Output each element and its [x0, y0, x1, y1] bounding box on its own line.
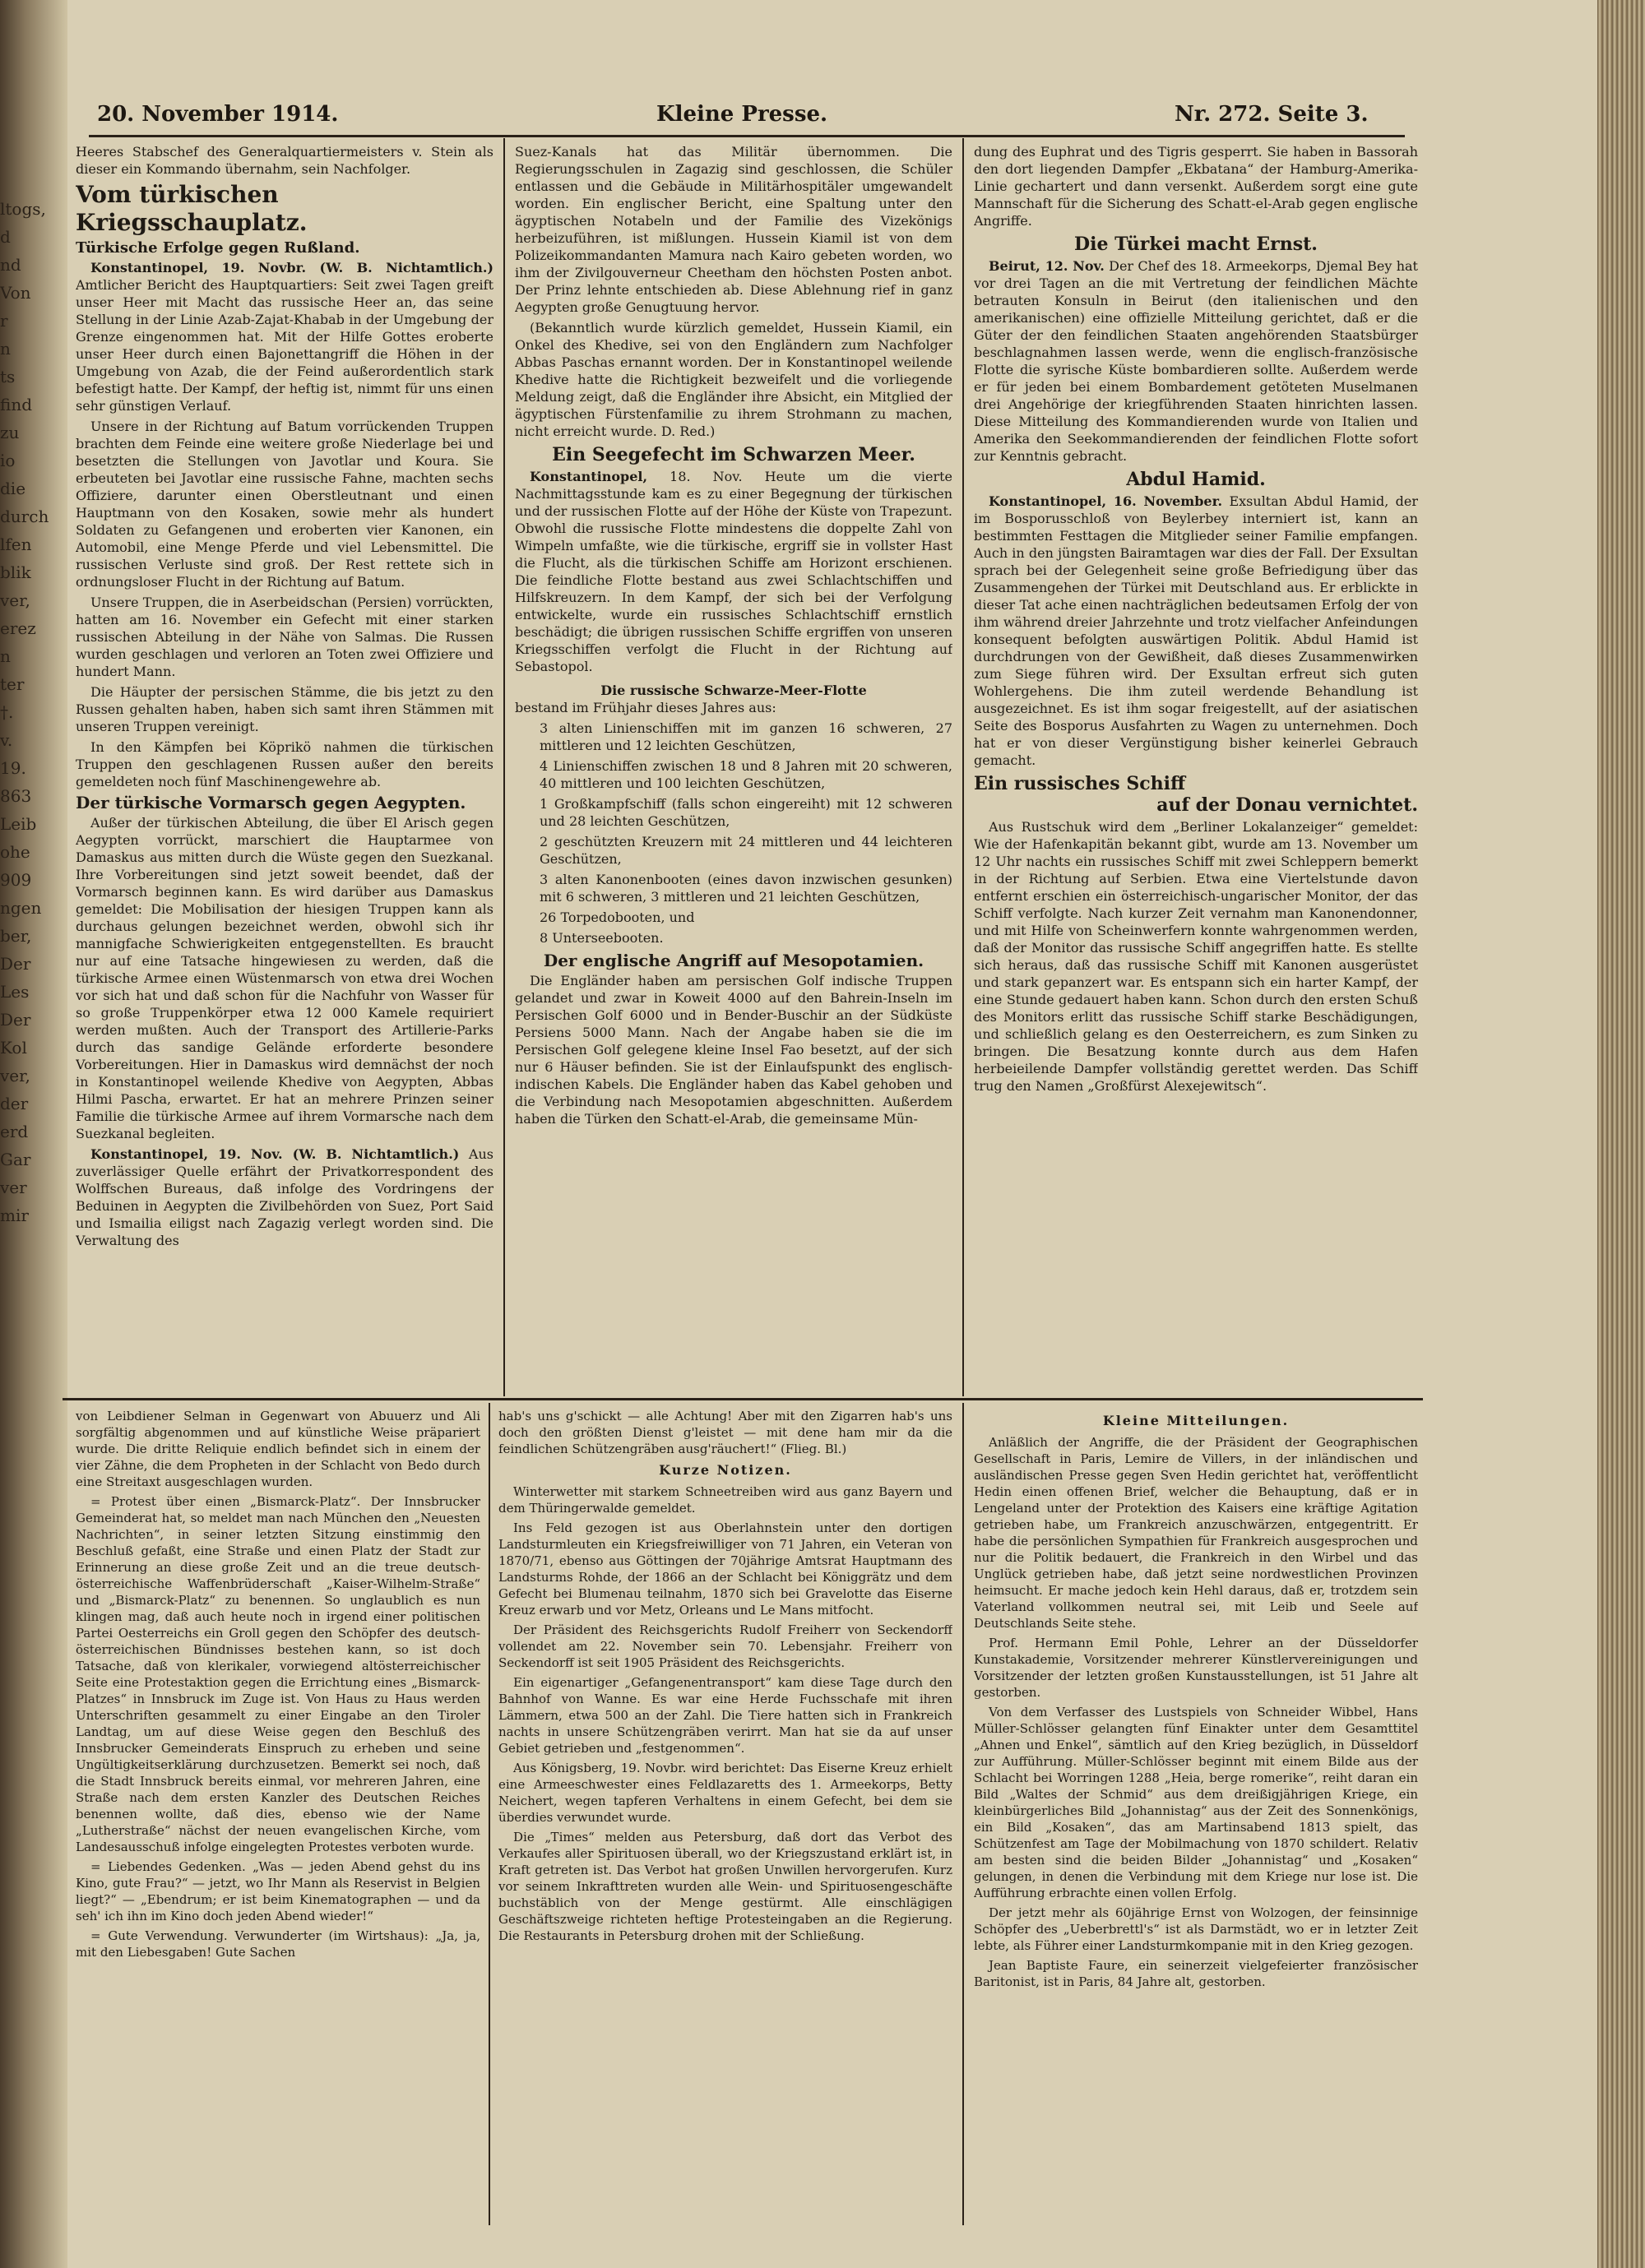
- margin-fragment: find: [0, 395, 33, 414]
- margin-fragment: durch: [0, 507, 49, 526]
- article-heading: Vom türkischen Kriegsschauplatz.: [76, 181, 308, 236]
- dateline: Konstantinopel, 19. Novbr. (W. B. Nichtamtlich.): [90, 260, 494, 275]
- margin-fragment: Von: [0, 283, 31, 303]
- margin-fragment: 863: [0, 786, 32, 806]
- fleet-list: [540, 720, 952, 947]
- column-divider: [503, 138, 505, 1396]
- list-item: 3 alten Kanonenbooten (eines davon inzwischen gesunken) mit 6 schweren, 3 mittleren und 21 leichten Geschützen,: [540, 872, 952, 905]
- dateline: Beirut, 12. Nov.: [989, 258, 1105, 274]
- column-1: [76, 143, 494, 1395]
- column-divider: [962, 1403, 964, 2225]
- article-text: Die „Times“ melden aus Petersburg, daß dort das Verbot des Verkaufes aller Spirituosen überall, wo der Kriegszustand erklärt ist, in Kraft getreten ist. Das Verbot hat großen Unwillen hervorgerufen. Kurz vor seinem Inkrafttreten wurden alle Wein- und Spirituosengeschäfte buchstäblich von der Menge gestürmt. Alle einschlägigen Geschäftszweige richteten heftige Protesteingaben an die Regierung. Die Restaurants in Petersburg drohen mit der Schließung.: [498, 1830, 952, 1943]
- column-divider: [962, 138, 964, 1396]
- margin-fragment: lfen: [0, 535, 32, 554]
- margin-fragment: nd: [0, 255, 21, 275]
- margin-fragment: io: [0, 451, 16, 470]
- margin-fragment: mir: [0, 1206, 29, 1225]
- article-text: Außer der türkischen Abteilung, die über El Arisch gegen Aegypten vorrückt, marschiert die Hauptarmee von Damaskus aus mitten durch die Wüste gegen den Suezkanal. Ihre Vorbereitungen sind jetzt soweit beendet, daß der Vormarsch beginnen kann. Es wird darüber aus Damaskus gemeldet: Die Mobilisation der hiesigen Truppen kann als durchaus gelungen bezeichnet werden, obwohl sich ihr mannigfache Schwierigkeiten entgegenstellten. Es braucht nur auf eine Tatsache hingewiesen zu werden, daß die türkische Armee einen Wüstenmarsch von etwa drei Wochen vor sich hat und daß schon für die Nachfuhr von Wasser für so große Truppenkörper etwa 12 000 Kamele requiriert werden mußten. Auch der Transport des Artillerie-Parks durch das sandige Gelände erforderte besondere Vorbereitungen. Hier in Damaskus wird demnächst der noch in Konstantinopel weilende Khedive von Aegypten, Abbas Hilmi Pascha, erwartet. Er hat an mehrere Prinzen seiner Familie die türkische Armee auf ihrem Vormarsche nach dem Suezkanal begleiten.: [76, 815, 494, 1141]
- margin-fragment: d: [0, 227, 11, 247]
- margin-fragment: Les: [0, 982, 30, 1002]
- margin-fragment: Der: [0, 954, 31, 974]
- article-text: dung des Euphrat und des Tigris gesperrt. Sie haben in Bassorah den dort liegenden Dampfer „Ekbatana“ der Hamburg-Amerika-Linie gechartert und dann versenkt. Außerdem sorgt eine gute Mannschaft für die Sicherung des Schatt-el-Arab gegen englische Angriffe.: [974, 144, 1418, 229]
- dateline: Konstantinopel, 19. Nov. (W. B. Nichtamtlich.): [90, 1146, 460, 1162]
- margin-fragment: ohe: [0, 842, 30, 862]
- article-text: = Gute Verwendung. Verwunderter (im Wirtshaus): „Ja, ja, mit den Liebesgaben! Gute Sachen: [76, 1928, 480, 1960]
- margin-fragment: erez: [0, 618, 36, 638]
- column-3: [974, 143, 1418, 1395]
- article-text: Exsultan Abdul Hamid, der im Bosporusschloß von Beylerbey interniert ist, kann an bestimmten Festtagen die Mitglieder seiner Familie empfangen. Auch in den jüngsten Bairamtagen war dies der Fall. Der Exsultan sprach bei der Gelegenheit seine große Befriedigung über das Zusammengehen der Türkei mit Deutschland aus. Er erblickte in dieser Tat ache einen nachträglichen bedeutsamen Erfolg der von ihm während dreier Jahrzehnte und trotz vielfacher Anfeindungen konsequent befolgten auswärtigen Politik. Abdul Hamid ist durchdrungen von der Gewißheit, daß dieses Zusammenwirken zum Siege führen wird. Der Exsultan erfreut sich guten Wohlergehens. Die ihm zuteil werdende Behandlung ist ausgezeichnet. Es ist ihm sogar freigestellt, auf der asiatischen Seite des Bosporus Ausfahrten zu Wagen zu unternehmen. Doch hat er von dieser Vergünstigung bisher keinerlei Gebrauch gemacht.: [974, 493, 1418, 768]
- margin-fragment: ngen: [0, 898, 42, 918]
- list-item: 1 Großkampfschiff (falls schon eingereiht) mit 12 schweren und 28 leichten Geschützen,: [540, 796, 952, 829]
- margin-fragment: v.: [0, 730, 13, 750]
- list-item: 2 geschützten Kreuzern mit 24 mittleren und 44 leichteren Geschützen,: [540, 834, 952, 867]
- article-text: Heeres Stabschef des Generalquartiermeisters v. Stein als dieser ein Kommando übernahm, sein Nachfolger.: [76, 144, 494, 177]
- article-heading: Der englische Angriff auf Mesopotamien.: [543, 951, 924, 970]
- article-text: Von dem Verfasser des Lustspiels von Schneider Wibbel, Hans Müller-Schlösser gelangten fünf Einakter unter dem Gesamttitel „Ahnen und Enkel“, sämtlich auf den Krieg bezüglich, in Düsseldorf zur Aufführung. Müller-Schlösser beginnt mit einem Bilde aus der Schlacht bei Worringen 1288 „Heia, berge romerike“, reiht daran ein Bild „Waltes der Schmid“ aus dem dreißigjährigen Kriege, ein kleinbürgerliches Bild „Johannistag“ aus der Zeit des Sonnenkönigs, ein Bild „Kosaken“, das am Martinsabend 1813 spielt, das Schützenfest am Tage der Mobilmachung von 1870 schildert. Relativ am besten sind die beiden Bilder „Johannistag“ und „Kosaken“ gelungen, in denen die Verbindung mit dem Kriege nur lose ist. Die Aufführung erbrachte einen vollen Erfolg.: [974, 1705, 1418, 1900]
- article-text: Ins Feld gezogen ist aus Oberlahnstein unter den dortigen Landsturmleuten ein Kriegsfreiwilliger von 71 Jahren, ein Veteran von 1870/71, ebenso aus Göttingen der 70jährige Amtsrat Hauptmann des Landsturms Rohde, der 1866 an der Schlacht bei Königgrätz und dem Gefecht bei Blumenau teilnahm, 1870 sich bei Gravelotte das Eiserne Kreuz erwarb und vor Metz, Orleans und Le Mans mitfocht.: [498, 1520, 952, 1618]
- article-text: Der Chef des 18. Armeekorps, Djemal Bey hat vor drei Tagen an die mit Vertretung der feindlichen Mächte betrauten Konsuln in Beirut (den italienischen und den amerikanischen) eine offizielle Mitteilung gerichtet, daß er die Güter der den feindlichen Staaten angehörenden Staatsbürger beschlagnahmen lassen werde, wenn die englisch-französische Flotte die syrische Küste bombardieren sollte. Außerdem werde er für jeden bei einem Bombardement getöteten Muselmanen drei Angehörige der kriegführenden Staaten hinrichten lassen. Diese Mitteilung des Kommandierenden wurde von Italien und Amerika den Seekommandierenden der feindlichen Flotte sofort zur Kenntnis gebracht.: [974, 258, 1418, 464]
- list-item: 8 Unterseebooten.: [540, 930, 664, 946]
- margin-fragment: ber,: [0, 926, 32, 946]
- margin-fragment: †.: [0, 702, 14, 722]
- margin-fragment: blik: [0, 562, 31, 582]
- lower-column-2: [498, 1408, 952, 2230]
- section-rule: [63, 1398, 1423, 1400]
- section-heading: Kleine Mitteilungen.: [1102, 1413, 1290, 1428]
- margin-fragment: die: [0, 479, 26, 498]
- margin-fragment: Der: [0, 1010, 31, 1030]
- article-text: Aus zuverlässiger Quelle erfährt der Privatkorrespondent des Wolffschen Bureaus, daß infolge des Vordringens der Beduinen in Aegypten die Zivilbehörden von Suez, Port Said und Ismailia eiligst nach Zagazig verlegt worden sind. Die Verwaltung des: [76, 1146, 494, 1248]
- article-text: Der Präsident des Reichsgerichts Rudolf Freiherr von Seckendorff vollendet am 22. November sein 70. Lebensjahr. Freiherr von Seckendorff ist seit 1905 Präsident des Reichsgerichts.: [498, 1622, 952, 1670]
- article-text: Prof. Hermann Emil Pohle, Lehrer an der Düsseldorfer Kunstakademie, Vorsitzender mehrerer Künstlervereinigungen und Vorsitzender der letzten großen Kunstausstellungen, ist 51 Jahre alt gestorben.: [974, 1636, 1418, 1700]
- margin-fragment: ver,: [0, 590, 30, 610]
- margin-fragment: ts: [0, 367, 16, 386]
- article-text: Aus Königsberg, 19. Novbr. wird berichtet: Das Eiserne Kreuz erhielt eine Armeeschwester eines Feldlazaretts des 1. Armeekorps, Betty Neichert, wegen tapferen Verhaltens in einem Gefecht, bei dem sie überdies verwundet wurde.: [498, 1761, 952, 1825]
- margin-fragment: ter: [0, 674, 25, 694]
- article-text: (Bekanntlich wurde kürzlich gemeldet, Hussein Kiamil, ein Onkel des Khedive, sei von den Engländern zum Nachfolger Abbas Paschas ernannt worden. Der in Konstantinopel weilende Khedive hatte die Richtigkeit bezweifelt und die vorliegende Meldung zeigt, daß die Engländer ihre Absicht, ein Mitglied der ägyptischen Fürstenfamilie zu ihrem Strohmann zu machen, nicht erreicht wurde. D. Red.): [515, 320, 952, 439]
- margin-fragment: r: [0, 311, 8, 331]
- article-text: Die Häupter der persischen Stämme, die bis jetzt zu den Russen gehalten haben, haben sich samt ihren Stämmen mit unseren Truppen vereinigt.: [76, 684, 494, 734]
- article-heading: auf der Donau vernichtet.: [1156, 794, 1418, 816]
- header-title: Kleine Presse.: [656, 102, 828, 127]
- article-heading: Die Türkei macht Ernst.: [1074, 234, 1318, 255]
- article-heading: Abdul Hamid.: [1126, 469, 1266, 490]
- header-date: 20. November 1914.: [97, 102, 339, 127]
- article-heading: Ein Seegefecht im Schwarzen Meer.: [552, 444, 915, 465]
- article-text: Winterwetter mit starkem Schneetreiben wird aus ganz Bayern und dem Thüringerwalde gemeldet.: [498, 1484, 952, 1516]
- article-text: Der jetzt mehr als 60jährige Ernst von Wolzogen, der feinsinnige Schöpfer des „Ueberbrettl's“ ist als Darmstädt, wo er in letzter Zeit lebte, als Führer einer Landsturmkompanie mit in den Krieg gezogen.: [974, 1905, 1418, 1953]
- article-text: bestand im Frühjahr dieses Jahres aus:: [515, 700, 776, 715]
- article-subheading: Türkische Erfolge gegen Rußland.: [76, 239, 360, 257]
- margin-fragment: Gar: [0, 1150, 31, 1169]
- header-rule: [89, 135, 1405, 137]
- lower-column-3: [974, 1408, 1418, 2230]
- article-text: Ein eigenartiger „Gefangenentransport“ kam diese Tage durch den Bahnhof von Wanne. Es war eine Herde Fuchsschafe mit ihren Lämmern, etwa 500 an der Zahl. Die Tiere hatten sich in Frankreich nachts in unsere Schützengräben verirrt. Man hat sie da auf unser Gebiet getrieben und „festgenommen“.: [498, 1675, 952, 1756]
- section-heading: Kurze Notizen.: [659, 1462, 792, 1478]
- dateline: Konstantinopel, 16. November.: [989, 493, 1223, 509]
- list-item: 3 alten Linienschiffen mit im ganzen 16 schweren, 27 mittleren und 12 leichten Geschützen,: [540, 720, 952, 753]
- column-divider: [489, 1403, 490, 2225]
- article-text: Unsere in der Richtung auf Batum vorrückenden Truppen brachten dem Feinde eine weitere große Niederlage bei und besetzten die Stellungen von Javotlar und Koura. Sie erbeuteten bei Javotlar eine russische Fahne, machten sechs Offiziere, darunter einen Oberstleutnant und einen Hauptmann von den Kosaken, sowie mehr als hundert Soldaten zu Gefangenen und eroberten vier Kanonen, ein Automobil, eine Menge Pferde und viel Lebensmittel. Die russischen Verluste sind groß. Der Rest rettete sich in ordnungsloser Flucht in der Richtung auf Batum.: [76, 419, 494, 590]
- column-2: [515, 143, 952, 1395]
- margin-fragment: n: [0, 339, 11, 359]
- page-header: [97, 102, 1380, 138]
- article-text: von Leibdiener Selman in Gegenwart von Abuuerz und Ali sorgfältig abgenommen und auf künstliche Weise präpariert wurde. Die dritte Reliquie endlich befindet sich in einem der vier Zähne, die dem Propheten in der Schlacht von Bedo durch eine Streitaxt ausgeschlagen wurden.: [76, 1409, 480, 1489]
- article-text: = Protest über einen „Bismarck-Platz“. Der Innsbrucker Gemeinderat hat, so meldet man nach München den „Neuesten Nachrichten“, in seiner letzten Sitzung einstimmig den Beschluß gefaßt, eine Straße und einen Platz der Stadt zur Erinnerung an diese große Zeit und an die treue deutsch-österreichische Waffenbrüderschaft „Kaiser-Wilhelm-Straße“ und „Bismarck-Platz“ zu benennen. So unglaublich es nun klingen mag, daß auch heute noch in irgend einer politischen Partei Oesterreichs ein Groll gegen den Schöpfer des deutsch-österreichischen Bündnisses bestehen kann, so ist doch Tatsache, daß von klerikaler, vorwiegend altösterreichischer Seite eine Protestaktion gegen die Errichtung eines „Bismarck-Platzes“ in Innsbruck im Zuge ist. Von Haus zu Haus werden Unterschriften gesammelt zu einer Eingabe an den Tiroler Landtag, um auf diese Weise gegen den Beschluß des Innsbrucker Gemeinderats Einspruch zu erheben und seine Ungültigkeitserklärung durchzusetzen. Bemerkt sei noch, daß die Stadt Innsbruck bereits einmal, vor mehreren Jahren, eine Straße nach dem ersten Kanzler des Deutschen Reiches benennen wollte, daß dies, ebenso wie der Name „Lutherstraße“ nächst der neuen evangelischen Kirche, vom Landesausschuß infolge eingelegten Protestes verboten wurde.: [76, 1494, 480, 1854]
- margin-fragment: Kol: [0, 1038, 27, 1058]
- article-text: hab's uns g'schickt — alle Achtung! Aber mit den Zigarren hab's uns doch den größten Dienst g'leistet — mit dene ham mir da die feindlichen Schützengräben ausg'räuchert!“ (Flieg. Bl.): [498, 1409, 952, 1456]
- article-heading: Ein russisches Schiff: [974, 773, 1186, 794]
- article-text: Suez-Kanals hat das Militär übernommen. Die Regierungsschulen in Zagazig sind geschlossen, die Schüler entlassen und die Gebäude in Militärhospitäler umgewandelt worden. Ein englischer Bericht, eine Spaltung unter den ägyptischen Notabeln und der Familie des Vizekönigs herbeizuführen, ist mißlungen. Hussein Kiamil ist von dem Polizeikommandanten Mamura nach Kairo gebeten worden, wo ihm der Zivilgouverneur Cheetham den höchsten Posten anbot. Der Prinz lehnte entschieden ab. Diese Ablehnung rief in ganz Aegypten große Genugtuung hervor.: [515, 144, 952, 315]
- article-text: In den Kämpfen bei Köprikö nahmen die türkischen Truppen den geschlagenen Russen außer den bereits gemeldeten noch fünf Maschinengewehre ab.: [76, 739, 494, 789]
- margin-fragment: der: [0, 1094, 29, 1113]
- dateline: Konstantinopel,: [530, 469, 648, 484]
- article-text: Anläßlich der Angriffe, die der Präsident der Geographischen Gesellschaft in Paris, Lemire de Villers, in der inländischen und ausländischen Presse gegen Sven Hedin gerichtet hat, veröffentlicht Hedin einen offenen Brief, welcher die Behauptung, daß er in Lengeland unter der Protektion des Kaisers eine kräftige Agitation getrieben habe, um Frankreich anzuschwärzen, entgegentritt. Er habe die persönlichen Sympathien für Frankreich ausgesprochen und nur die Politik bedauert, die Frankreich in den Wirbel und das Unglück getrieben habe, daß jetzt seine nordwestlichen Provinzen heimsucht. Er mache jedoch kein Hehl daraus, daß er, trotzdem sein Vaterland vollkommen neutral sei, mit Leib und Seele auf Deutschlands Seite stehe.: [974, 1435, 1418, 1631]
- list-item: 26 Torpedobooten, und: [540, 910, 695, 925]
- article-text: Amtlicher Bericht des Hauptquartiers: Seit zwei Tagen greift unser Heer mit Macht das russische Heer an, das seine Stellung in der Linie Azab-Zajat-Khabab in der Umgebung der Grenze eingenommen hat. Mit der Hilfe Gottes eroberte unser Heer durch einen Bajonettangriff die Höhen in der Umgebung von Azab, die der Feind außerordentlich stark befestigt hatte. Der Kampf, der heftig ist, nimmt für uns einen sehr günstigen Verlauf.: [76, 277, 494, 414]
- header-page-number: Nr. 272. Seite 3.: [1175, 102, 1369, 127]
- fleet-heading: Die russische Schwarze-Meer-Flotte: [600, 683, 867, 698]
- margin-fragment: zu: [0, 423, 20, 442]
- margin-fragment: erd: [0, 1122, 29, 1141]
- article-text: 18. Nov. Heute um die vierte Nachmittagsstunde kam es zu einer Begegnung der türkischen und der russischen Flotte auf der Höhe der Küste von Trapezunt. Obwohl die russische Flotte mindestens die doppelte Zahl von Wimpeln umfaßte, wie die türkische, ergriff sie in vollster Hast die Flucht, als die türkischen Schiffe am Horizont erschienen. Die feindliche Flotte bestand aus zwei Schlachtschiffen und Hilfskreuzern. In dem Kampf, der sich bei der Verfolgung entwickelte, wurde ein russisches Schlachtschiff ernstlich beschädigt; die übrigen russischen Schiffe ergriffen von unseren Kriegsschiffen verfolgt die Flucht in der Richtung auf Sebastopol.: [515, 469, 952, 674]
- previous-page-margin: [0, 197, 61, 1232]
- list-item: 4 Linienschiffen zwischen 18 und 8 Jahren mit 20 schweren, 40 mittleren und 100 leichten Geschützen,: [540, 758, 952, 791]
- lower-column-1: [76, 1408, 480, 2230]
- page-edges: [1597, 0, 1645, 2268]
- margin-fragment: 19.: [0, 758, 26, 778]
- margin-fragment: ltogs,: [0, 199, 46, 219]
- margin-fragment: Leib: [0, 814, 37, 834]
- margin-fragment: 909: [0, 870, 32, 890]
- margin-fragment: ver,: [0, 1066, 30, 1085]
- article-heading: Der türkische Vormarsch gegen Aegypten.: [76, 793, 466, 812]
- margin-fragment: n: [0, 646, 11, 666]
- margin-fragment: ver: [0, 1178, 27, 1197]
- article-text: Aus Rustschuk wird dem „Berliner Lokalanzeiger“ gemeldet: Wie der Hafenkapitän bekannt gibt, wurde am 13. November um 12 Uhr nachts ein russisches Schiff mit zwei Schleppern bemerkt in der Richtung auf Serbien. Etwa eine Viertelstunde davon entfernt erschien ein österreichisch-ungarischer Monitor, der das Schiff verfolgte. Nach kurzer Zeit vernahm man Kanonendonner, und mit Hilfe von Scheinwerfern konnte wahrgenommen werden, daß der Monitor das russische Schiff angegriffen hatte. Es stellte sich heraus, daß das russische Schiff mit Kanonen ausgerüstet und stark gepanzert war. Es entspann sich ein harter Kampf, der eine Stunde gedauert haben kann. Schon durch den ersten Schuß des Monitors erlitt das russische Schiff starke Beschädigungen, und schließlich gelang es den Oesterreichern, es zum Sinken zu bringen. Die Besatzung konnte durch aus dem Hafen herbeieilende Dampfer vollständig gerettet werden. Das Schiff trug den Namen „Großfürst Alexejewitsch“.: [974, 819, 1418, 1094]
- article-text: = Liebendes Gedenken. „Was — jeden Abend gehst du ins Kino, gute Frau?“ — jetzt, wo Ihr Mann als Reservist in Belgien liegt?“ — „Ebendrum; er ist beim Kinematographen — und da seh' ich ihn im Kino doch jeden Abend wieder!“: [76, 1859, 480, 1923]
- article-text: Jean Baptiste Faure, ein seinerzeit vielgefeierter französischer Baritonist, ist in Paris, 84 Jahre alt, gestorben.: [974, 1958, 1418, 1989]
- article-text: Die Engländer haben am persischen Golf indische Truppen gelandet und zwar in Koweit 4000 auf den Bahrein-Inseln im Persischen Golf 6000 und in Bender-Buschir an der Südküste Persiens 5000 Mann. Nach der Angabe haben sie die im Persischen Golf gelegene kleine Insel Fao besetzt, auf der sich nur 6 Häuser befinden. Sie ist der Einlaufspunkt des englisch-indischen Kabels. Die Engländer haben das Kabel gehoben und die Verbindung nach Mesopotamien abgeschnitten. Außerdem haben die Türken den Schatt-el-Arab, die gemeinsame Mün-: [515, 973, 952, 1127]
- article-text: Unsere Truppen, die in Aserbeidschan (Persien) vorrückten, hatten am 16. November ein Gefecht mit einer starken russischen Abteilung in der Nähe von Salmas. Die Russen wurden geschlagen und verloren an Toten zwei Offiziere und hundert Mann.: [76, 595, 494, 679]
